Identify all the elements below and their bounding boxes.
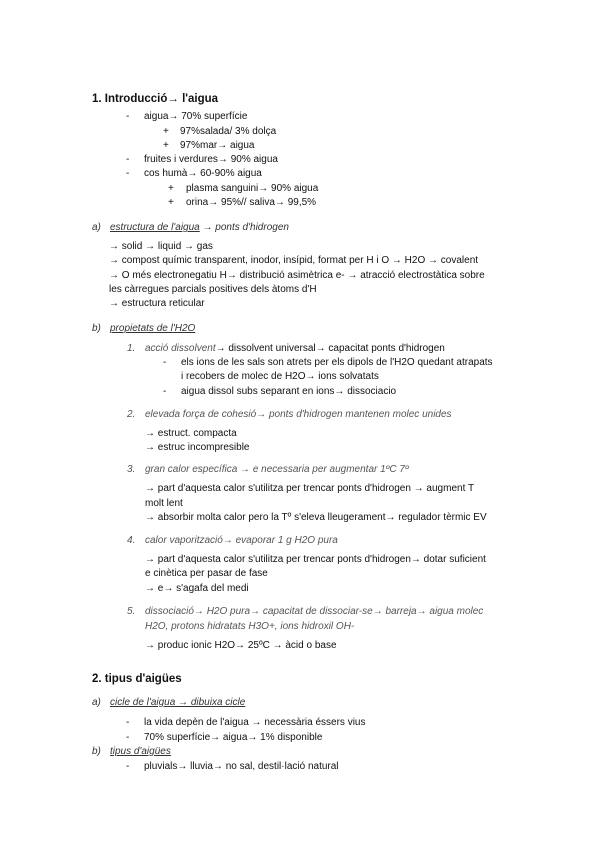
text-line: → O més electronegatiu H→ distribució asimètrica e- → atracció electrostàtica sobre <box>109 270 485 281</box>
list-item: 97%mar→ aigua <box>180 140 255 151</box>
list-item: aigua→ 70% superfície <box>144 111 248 122</box>
text-line: → estruct. compacta <box>145 428 237 439</box>
bullet-dash: - <box>126 154 130 165</box>
text-line: → produc ionic H2O→ 25ºC → àcid o base <box>145 640 337 651</box>
subsection-heading: propietats de l'H2O <box>110 323 196 334</box>
bullet-plus: + <box>168 183 174 194</box>
text-line: → part d'aquesta calor s'utilitza per trencar ponts d'hidrogen→ dotar suficient <box>145 554 486 565</box>
text-line: → e→ s'agafa del medi <box>145 583 249 594</box>
item-number: 5. <box>127 606 136 617</box>
bullet-plus: + <box>163 140 169 151</box>
text-line: els ions de les sals son atrets per els dipols de l'H2O quedant atrapats <box>181 357 493 368</box>
property-heading: dissociació→ H2O pura→ capacitat de dissociar-se→ barreja→ aigua molec <box>145 606 484 617</box>
bullet-dash: - <box>126 761 130 772</box>
list-item: cos humà→ 60-90% aigua <box>144 168 262 179</box>
text-line: → solid → liquid → gas <box>109 241 213 252</box>
item-number: 1. <box>127 343 136 354</box>
subsection-heading: estructura de l'aigua → ponts d'hidrogen <box>110 222 289 233</box>
list-item: 70% superfície→ aigua→ 1% disponible <box>144 732 323 743</box>
text-line: → compost químic transparent, inodor, insípid, format per H i O → H2O → covalent <box>109 255 479 266</box>
bullet-dash: - <box>126 168 130 179</box>
text-line: molt lent <box>145 498 183 509</box>
text-line: → estruc incompresible <box>145 442 250 453</box>
text-line: → part d'aquesta calor s'utilitza per trencar ponts d'hidrogen → augment T <box>145 483 475 494</box>
list-item: 97%salada/ 3% dolça <box>180 126 277 137</box>
text-line: → estructura reticular <box>109 298 205 309</box>
list-item: fruites i verdures→ 90% aigua <box>144 154 278 165</box>
bullet-dash: - <box>163 357 167 368</box>
property-heading-cont: H2O, protons hidratats H3O+, ions hidroxil OH- <box>145 621 355 632</box>
property-heading: gran calor específica → e necessaria per augmentar 1ºC 7º <box>145 464 409 475</box>
text-line: e cinètica per pasar de fase <box>145 568 268 579</box>
text-line: aigua dissol subs separant en ions→ dissociacio <box>181 386 397 397</box>
property-heading: calor vaporització→ evaporar 1 g H2O pura <box>145 535 338 546</box>
section-1-title: 1. Introducció→ l'aigua <box>92 93 219 105</box>
bullet-plus: + <box>168 197 174 208</box>
bullet-dash: - <box>163 386 167 397</box>
item-number: 4. <box>127 535 136 546</box>
item-number: 3. <box>127 464 136 475</box>
list-item: la vida depèn de l'aigua → necessària éssers vius <box>144 717 366 728</box>
list-item: pluvials→ lluvia→ no sal, destil·lació natural <box>144 761 339 772</box>
text-line: → absorbir molta calor pero la Tº s'eleva lleugerament→ regulador tèrmic EV <box>145 512 487 523</box>
bullet-dash: - <box>126 732 130 743</box>
list-item: orina→ 95%// saliva→ 99,5% <box>186 197 317 208</box>
bullet-dash: - <box>126 717 130 728</box>
text-line: les càrregues parcials positives dels àtoms d'H <box>109 284 317 295</box>
subsection-heading: tipus d'aigües <box>110 746 171 757</box>
subsection-heading: cicle de l'aigua → dibuixa cicle <box>110 697 246 708</box>
property-heading: elevada força de cohesió→ ponts d'hidrogen mantenen molec unides <box>145 409 452 420</box>
subsection-label: b) <box>92 323 101 334</box>
list-item: plasma sanguini→ 90% aigua <box>186 183 319 194</box>
bullet-plus: + <box>163 126 169 137</box>
subsection-label: a) <box>92 697 101 708</box>
property-heading: acció dissolvent→ dissolvent universal→ capacitat ponts d'hidrogen <box>145 343 445 354</box>
subsection-label: a) <box>92 222 101 233</box>
item-number: 2. <box>127 409 136 420</box>
section-2-title: 2. tipus d'aigües <box>92 673 182 685</box>
text-line: i recobers de molec de H2O→ ions solvatats <box>181 371 379 382</box>
bullet-dash: - <box>126 111 130 122</box>
subsection-label: b) <box>92 746 101 757</box>
